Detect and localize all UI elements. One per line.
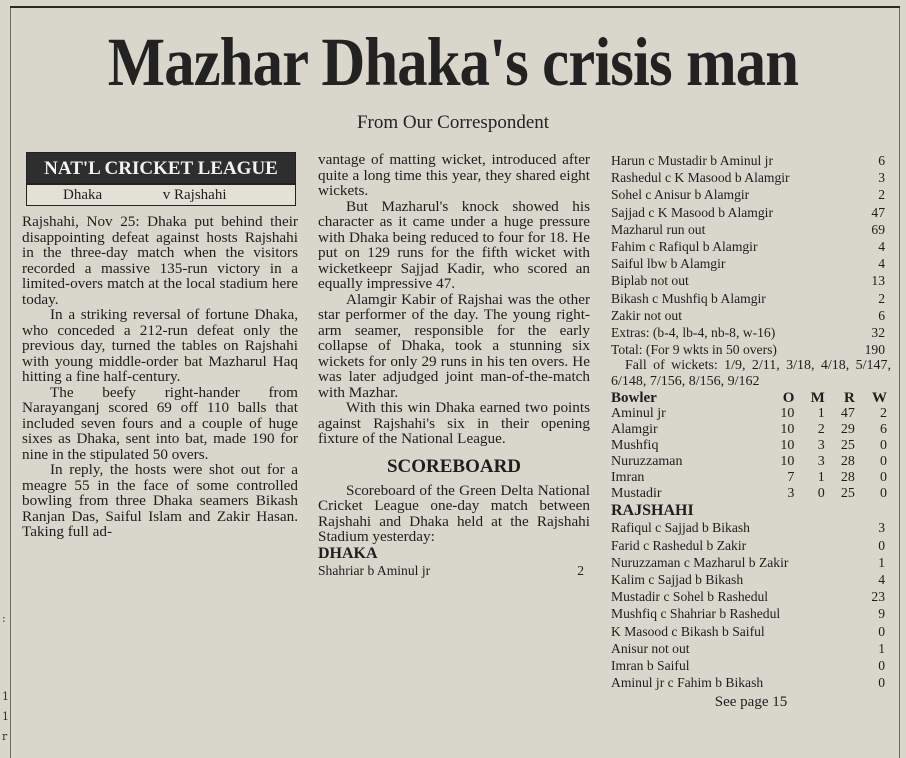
runs: 1: [878, 554, 885, 570]
bowling-header-cell: R: [843, 390, 855, 407]
bowling-cell: 3: [817, 454, 825, 470]
batting-line: [611, 657, 891, 674]
article-column-2: [318, 152, 590, 579]
batsman: Harun c Mustadir b Aminul jr: [611, 153, 773, 168]
byline: From Our Correspondent: [356, 112, 550, 133]
bowling-cell: 3: [787, 486, 795, 502]
batsman: Biplab not out: [611, 273, 689, 289]
bowling-table: [611, 390, 887, 502]
batsman: Zakir not out: [611, 307, 682, 323]
top-rule: [10, 6, 900, 8]
runs: 2: [577, 562, 584, 578]
see-page-note: See page 15: [714, 694, 788, 711]
batsman: Saiful lbw b Alamgir: [611, 256, 726, 272]
batting-line: [611, 519, 891, 536]
bowling-cell: 10: [780, 438, 795, 454]
bowling-cell: 10: [780, 454, 795, 470]
batsman: Rashedul c K Masood b Alamgir: [611, 170, 790, 186]
batting-line: [611, 341, 891, 358]
batsman: Farid c Rashedul b Zakir: [611, 537, 747, 553]
runs: 4: [878, 239, 885, 255]
runs: 0: [878, 537, 885, 553]
margin-mark: 1: [2, 710, 9, 723]
batting-line: [611, 571, 891, 588]
fall-of-wickets: Fall of wickets: 1/9, 2/11, 3/18, 4/18, 5/147, 6/148, 7/156, 8/156, 9/162: [611, 358, 891, 390]
batting-line: [611, 290, 891, 307]
batting-line: [611, 255, 891, 272]
team-heading-dhaka: DHAKA: [318, 544, 378, 562]
runs: 190: [864, 342, 885, 358]
batsman: Imran b Saiful: [611, 658, 690, 674]
bowling-cell: Aminul jr: [611, 406, 666, 422]
batting-line: [611, 152, 891, 169]
batting-line: [318, 562, 590, 579]
runs: 2: [878, 290, 885, 306]
bowling-body: [611, 406, 887, 502]
bowling-row: [611, 454, 887, 470]
bowling-header-cell: M: [810, 390, 825, 407]
bowling-row: [611, 406, 887, 422]
paragraph: In reply, the hosts were shot out for a meagre 55 in the face of some controlled bowling from three Dhaka seamers Bikash Ranjan Das, Saiful Islam and Zakir Hasan. Taking full ad-: [22, 461, 298, 540]
runs: 47: [871, 204, 885, 220]
bowling-cell: 29: [840, 422, 855, 438]
batting-line: [611, 674, 891, 691]
batsman: Bikash c Mushfiq b Alamgir: [611, 290, 766, 306]
runs: 23: [871, 589, 885, 605]
batting-line: [611, 640, 891, 657]
bowling-cell: 7: [787, 470, 795, 486]
bowling-cell: 0: [880, 438, 887, 454]
bowling-header-cell: O: [782, 390, 795, 407]
batsman: Mushfiq c Shahriar b Rashedul: [611, 606, 781, 622]
scoreboard-column: [611, 152, 891, 711]
margin-mark: r: [2, 730, 8, 743]
bowling-cell: Imran: [611, 470, 645, 486]
section-logo-title: NAT'L CRICKET LEAGUE: [27, 153, 295, 183]
batting-line: [611, 272, 891, 289]
bowling-cell: 28: [840, 454, 855, 470]
bowling-row: [611, 470, 887, 486]
scoreboard-intro: Scoreboard of the Green Delta National Cricket League one-day match between Rajshahi and Dhaka held at the Rajshahi Stadium yesterday:: [318, 481, 590, 545]
batting-line: [611, 324, 891, 341]
bowling-cell: 2: [817, 422, 825, 438]
article-column-1: [22, 152, 298, 540]
batting-line: [611, 605, 891, 622]
batsman: Mustadir c Sohel b Rashedul: [611, 589, 769, 605]
batting-line: [611, 204, 891, 221]
margin-mark: 1: [2, 690, 9, 703]
runs: 0: [878, 623, 885, 639]
batting-line: [611, 588, 891, 605]
bowling-cell: 2: [880, 406, 887, 422]
bowling-row: [611, 422, 887, 438]
scoreboard-title: SCOREBOARD: [386, 455, 522, 477]
rajshahi-batting-list: [611, 519, 891, 691]
bowling-cell: Mushfiq: [611, 438, 659, 454]
bowling-header-cell: W: [872, 390, 887, 407]
bowling-cell: 1: [817, 470, 825, 486]
batsman: Total: (For 9 wkts in 50 overs): [611, 342, 777, 358]
runs: 0: [878, 675, 885, 691]
headline: Mazhar Dhaka's crisis man: [107, 24, 799, 100]
paragraph: Alamgir Kabir of Rajshai was the other star performer of the day. The young right-arm seamer, responsible for the early collapse of Dhaka, took a stunning six wickets for only 29 runs in his ten overs. He was later adjudged joint man-of-the-match with Mazhar.: [318, 290, 590, 401]
runs: 69: [871, 221, 885, 237]
bowling-cell: Mustadir: [611, 486, 662, 502]
team-heading-rajshahi: RAJSHAHI: [611, 502, 694, 520]
batting-line: [611, 307, 891, 324]
bowling-cell: 10: [780, 422, 795, 438]
batting-line: [611, 537, 891, 554]
dhaka-batting-list: [611, 152, 891, 358]
paragraph: In a striking reversal of fortune Dhaka, who conceded a 212-run defeat only the previous day, turned the tables on Rajshahi with young middle-order bat Mazharul Haq hitting a fine half-century.: [22, 306, 298, 385]
batsman: Kalim c Sajjad b Bikash: [611, 572, 744, 588]
bowling-cell: 25: [840, 438, 855, 454]
batting-line: [611, 221, 891, 238]
batsman: Sajjad c K Masood b Alamgir: [611, 204, 773, 220]
bowling-cell: Nuruzzaman: [611, 454, 683, 470]
paragraph: Rajshahi, Nov 25: Dhaka put behind their disappointing defeat against hosts Rajshahi in the three-day match when the visitors recorded a massive 135-run victory in a limited-overs match at the local stadium here today.: [22, 213, 298, 308]
batting-line: [611, 238, 891, 255]
runs: 4: [878, 256, 885, 272]
batsman: Nuruzzaman c Mazharul b Zakir: [611, 554, 789, 570]
batsman: Shahriar b Aminul jr: [318, 562, 431, 578]
bowling-cell: 47: [840, 406, 855, 422]
bowling-row: [611, 438, 887, 454]
bowling-cell: 0: [880, 470, 887, 486]
bowling-row: [611, 486, 887, 502]
paragraph: With this win Dhaka earned two points against Rajshahi's six in their opening fixture of the National League.: [318, 399, 590, 447]
bowling-cell: 25: [840, 486, 855, 502]
bowling-cell: 0: [880, 454, 887, 470]
batsman: Rafiqul c Sajjad b Bikash: [611, 520, 750, 536]
bowling-cell: 10: [780, 406, 795, 422]
bowling-cell: 1: [817, 406, 825, 422]
margin-mark: :: [2, 612, 6, 625]
bowling-header-row: [611, 390, 887, 406]
batsman: Aminul jr c Fahim b Bikash: [611, 675, 764, 691]
bowling-cell: 0: [880, 486, 887, 502]
section-logo-teams: [27, 183, 295, 205]
runs: 13: [871, 273, 885, 289]
runs: 9: [878, 606, 885, 622]
batsman: Fahim c Rafiqul b Alamgir: [611, 239, 758, 255]
runs: 32: [871, 325, 885, 341]
batting-line: [611, 554, 891, 571]
bowling-header-cell: Bowler: [611, 390, 657, 407]
paragraph: The beefy right-hander from Narayanganj scored 69 off 110 balls that included seven fours and a couple of huge sixes as Dhaka, sent into bat, made 190 for nine in the stipulated 50 overs.: [22, 383, 298, 463]
batsman: K Masood c Bikash b Saiful: [611, 623, 765, 639]
runs: 0: [878, 658, 885, 674]
logo-team2: v Rajshahi: [162, 187, 227, 203]
batsman: Extras: (b-4, lb-4, nb-8, w-16): [611, 325, 776, 341]
paragraph: vantage of matting wicket, introduced after quite a long time this year, they shared eight wickets.: [318, 151, 590, 199]
batting-line: [611, 623, 891, 640]
runs: 3: [878, 170, 885, 186]
batsman: Mazharul run out: [611, 221, 706, 237]
bowling-cell: 6: [880, 422, 887, 438]
runs: 6: [878, 307, 885, 323]
section-logo: [26, 152, 296, 206]
bowling-cell: 3: [817, 438, 825, 454]
bowling-cell: 0: [817, 486, 825, 502]
runs: 6: [878, 153, 885, 168]
bowling-cell: Alamgir: [611, 422, 658, 438]
runs: 3: [878, 520, 885, 536]
runs: 2: [878, 187, 885, 203]
paragraph: But Mazharul's knock showed his character as it came under a huge pressure with Dhaka being reduced to four for 18. He put on 129 runs for the fifth wicket with wicketkeepr Sajjad Kadir, who scored an equally impressive 47.: [318, 197, 590, 292]
batting-line: [611, 169, 891, 186]
runs: 4: [878, 572, 885, 588]
bowling-cell: 28: [840, 470, 855, 486]
logo-team1: Dhaka: [63, 187, 103, 203]
batsman: Anisur not out: [611, 640, 690, 656]
runs: 1: [878, 640, 885, 656]
batting-line: [611, 186, 891, 203]
batsman: Sohel c Anisur b Alamgir: [611, 187, 750, 203]
